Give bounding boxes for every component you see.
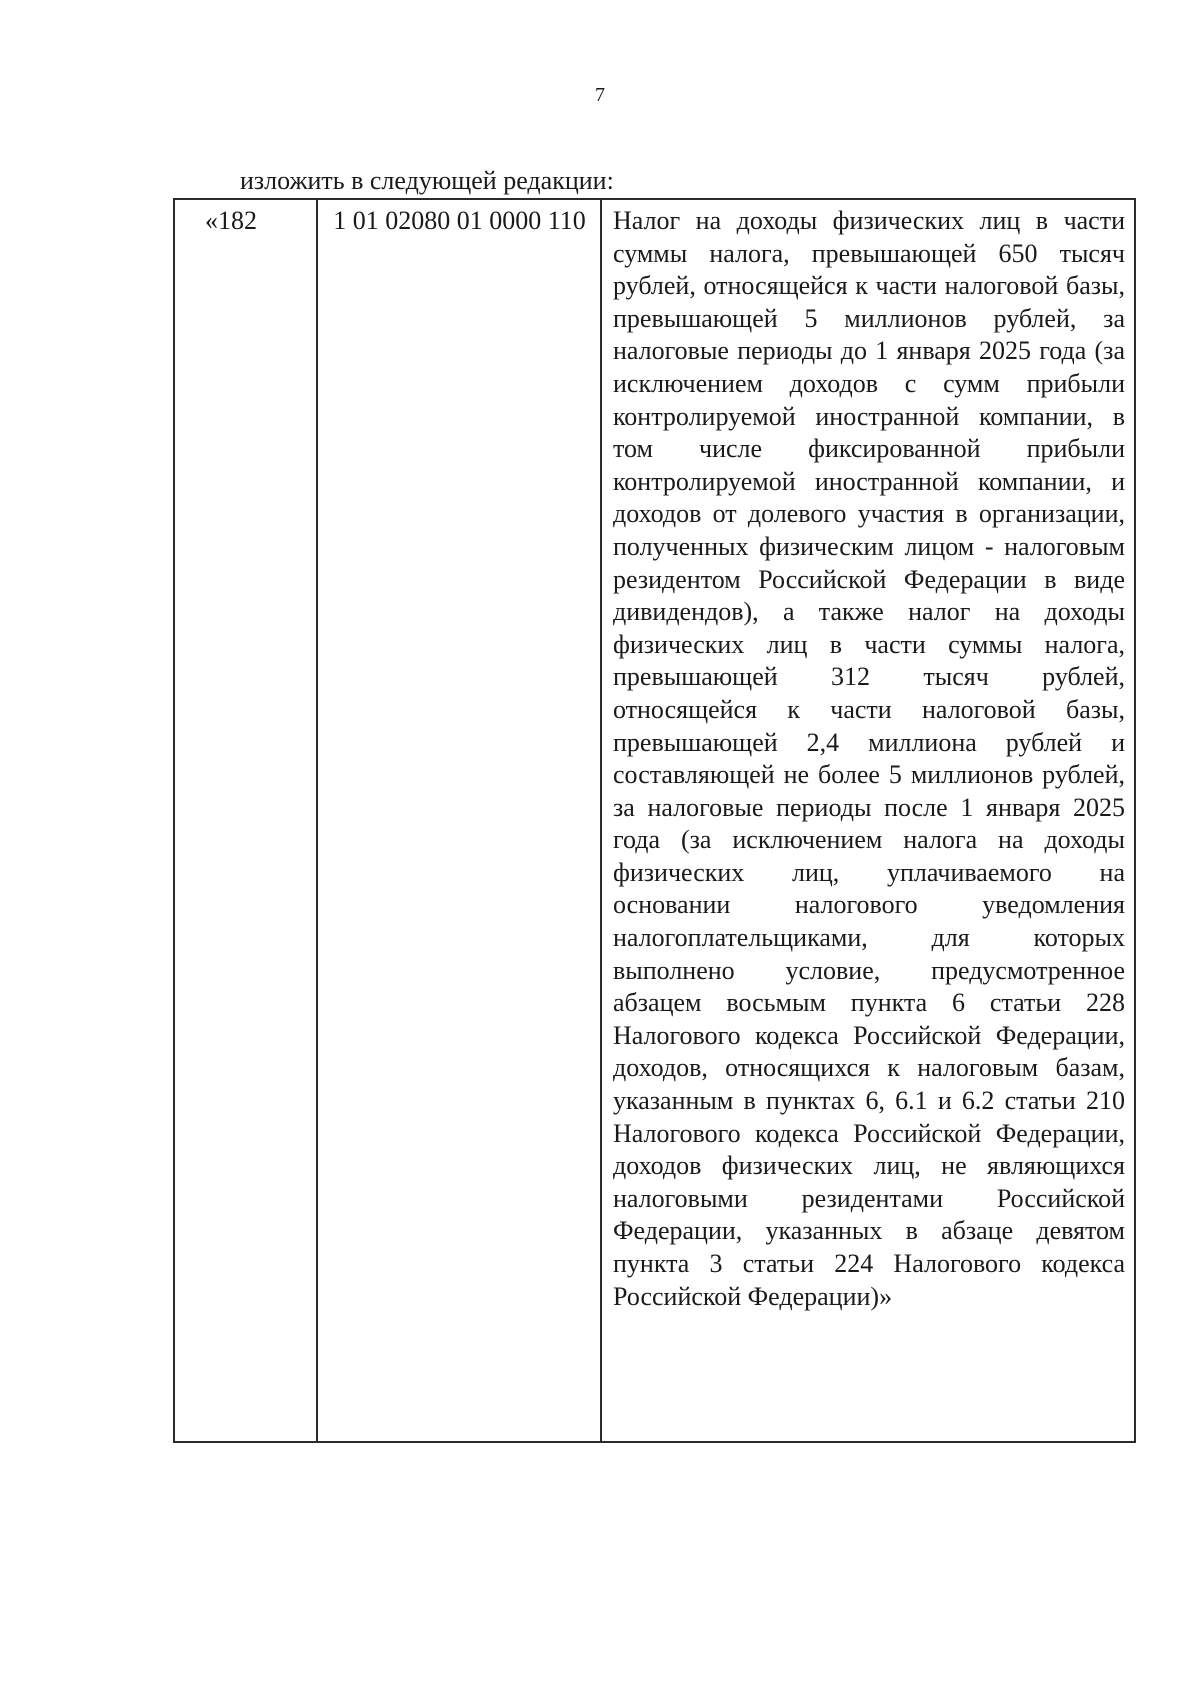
- column-divider: [600, 200, 602, 1441]
- column-divider: [316, 200, 318, 1441]
- admin-code-cell: «182: [205, 206, 257, 235]
- description-cell: Налог на доходы физических лиц в части суммы налога, превышающей 650 тысяч рублей, относящейся к части налоговой базы, превышающей 5 миллионов рублей, за налоговые периоды до 1 января 2025 года (за исключением доходов с сумм прибыли контролируемой иностранной компании, в том числе фиксированной прибыли контролируемой иностранной компании, и доходов от долевого участия в организации, полученных физическим лицом - налоговым резидентом Российской Федерации в виде дивидендов), а также налог на доходы физических лиц в части суммы налога, превышающей 312 тысяч рублей, относящейся к части налоговой базы, превышающей 2,4 миллиона рублей и составляющей не более 5 миллионов рублей, за налоговые периоды после 1 января 2025 года (за исключением налога на доходы физических лиц, уплачиваемого на основании налогового уведомления налогоплательщиками, для которых выполнено условие, предусмотренное абзацем восьмым пункта 6 статьи 228 Налогового кодекса Российской Федерации, доходов, относящихся к налоговым базам, указанным в пунктах 6, 6.1 и 6.2 статьи 210 Налогового кодекса Российской Федерации, доходов физических лиц, не являющихся налоговыми резидентами Российской Федерации, указанных в абзаце девятом пункта 3 статьи 224 Налогового кодекса Российской Федерации)»: [613, 206, 1125, 1311]
- page-number: 7: [595, 84, 605, 106]
- revenue-code-table: [173, 198, 1136, 1443]
- intro-text: изложить в следующей редакции:: [240, 166, 614, 195]
- kbk-code-cell: 1 01 02080 01 0000 110: [333, 206, 586, 235]
